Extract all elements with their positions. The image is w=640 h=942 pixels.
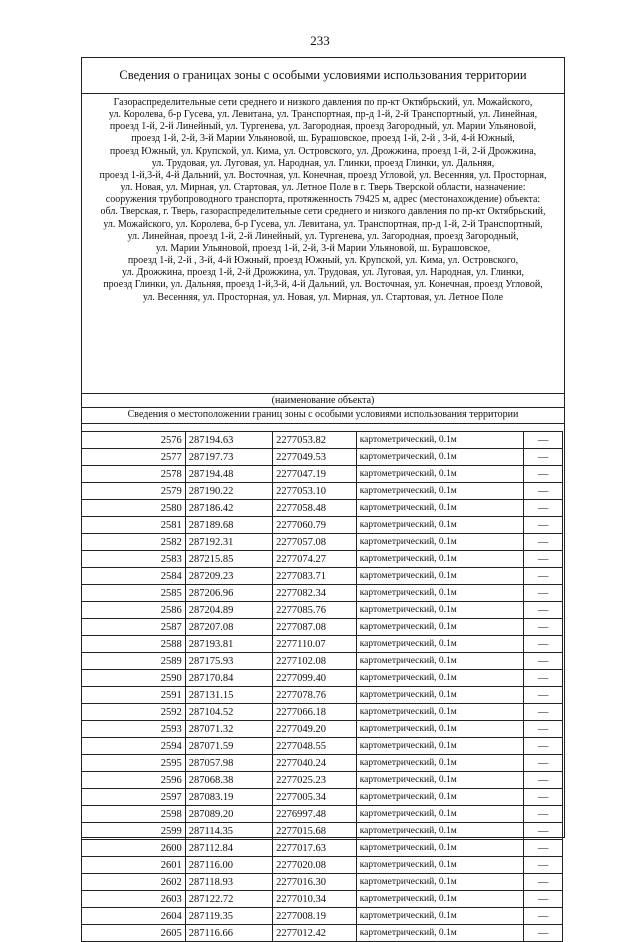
description-line: ул. Весенняя, ул. Просторная, ул. Новая, ул. Мирная, ул. Стартовая, ул. Летное Поле [142,291,504,303]
coord-x: 287122.72 [185,891,272,908]
coord-y: 2277087.08 [273,619,357,636]
coord-y: 2277048.55 [273,738,357,755]
coord-x: 287186.42 [185,500,272,517]
table-row [82,925,563,942]
coord-x: 287194.63 [185,432,272,449]
coord-x: 287204.89 [185,602,272,619]
description-line: проезд Южный, ул. Крупской, ул. Кима, ул. Островского, ул. Дрожжина, проезд 1-й, 2-й Дрожжина, [109,145,537,157]
description-line: обл. Тверская, г. Тверь, газораспределительные сети среднего и низкого давления по пр-кт Октябрьский, [100,206,546,218]
description-cell: — [524,823,563,840]
point-number: 2591 [82,687,186,704]
coord-y: 2277005.34 [273,789,357,806]
method-accuracy: картометрический, 0.1м [356,772,524,789]
table-row [82,449,563,466]
method-accuracy: картометрический, 0.1м [356,449,524,466]
method-accuracy: картометрический, 0.1м [356,551,524,568]
method-accuracy: картометрический, 0.1м [356,823,524,840]
coord-x: 287189.68 [185,517,272,534]
table-row [82,806,563,823]
point-number: 2580 [82,500,186,517]
method-accuracy: картометрический, 0.1м [356,874,524,891]
coord-y: 2277060.79 [273,517,357,534]
table-row [82,670,563,687]
coord-x: 287116.66 [185,925,272,942]
description-line: ул. Новая, ул. Мирная, ул. Стартовая, ул. Летное Поле в г. Тверь Тверской области, назначение: [120,182,526,194]
method-accuracy: картометрический, 0.1м [356,653,524,670]
coord-x: 287194.48 [185,466,272,483]
header-gap [82,423,564,431]
description-cell: — [524,568,563,585]
table-row [82,500,563,517]
coord-y: 2277083.71 [273,568,357,585]
description-cell: — [524,517,563,534]
description-cell: — [524,653,563,670]
description-line: проезд 1-й, 2-й, 3-й Марии Ульяновой, ш. Бурашовское, проезд 1-й, 2-й , 3-й, 4-й Южный, [131,133,515,145]
point-number: 2583 [82,551,186,568]
description-cell: — [524,670,563,687]
coord-y: 2277015.68 [273,823,357,840]
point-number: 2605 [82,925,186,942]
coord-x: 287116.00 [185,857,272,874]
coord-x: 287207.08 [185,619,272,636]
description-line: ул. Дрожжина, проезд 1-й, 2-й Дрожжина, ул. Трудовая, ул. Луговая, ул. Народная, ул. Глинки, [121,267,525,279]
method-accuracy: картометрический, 0.1м [356,517,524,534]
coord-y: 2277082.34 [273,585,357,602]
description-line: Газораспределительные сети среднего и низкого давления по пр-кт Октябрьский, ул. Можайского, [113,97,533,108]
coord-x: 287068.38 [185,772,272,789]
coord-x: 287215.85 [185,551,272,568]
point-number: 2577 [82,449,186,466]
coord-y: 2277008.19 [273,908,357,925]
table-row [82,483,563,500]
point-number: 2589 [82,653,186,670]
point-number: 2593 [82,721,186,738]
coord-y: 2277066.18 [273,704,357,721]
coord-x: 287071.59 [185,738,272,755]
point-number: 2576 [82,432,186,449]
coord-y: 2277016.30 [273,874,357,891]
method-accuracy: картометрический, 0.1м [356,602,524,619]
description-cell: — [524,789,563,806]
coord-y: 2277025.23 [273,772,357,789]
table-row [82,517,563,534]
description-cell: — [524,449,563,466]
description-line: проезд 1-й, 2-й Линейный, ул. Тургенева, ул. Загородная, проезд Загородный, ул. Марии Ульяновой, [109,121,537,133]
table-row [82,823,563,840]
description-cell: — [524,585,563,602]
description-line: ул. Марии Ульяновой, проезд 1-й, 2-й, 3-й Марии Ульяновой, ш. Бурашовское, [155,242,491,254]
coord-x: 287104.52 [185,704,272,721]
method-accuracy: картометрический, 0.1м [356,857,524,874]
point-number: 2599 [82,823,186,840]
coordinates-table [81,431,563,942]
coord-x: 287089.20 [185,806,272,823]
point-number: 2585 [82,585,186,602]
coord-y: 2277017.63 [273,840,357,857]
description-cell: — [524,755,563,772]
table-row [82,755,563,772]
point-number: 2579 [82,483,186,500]
coord-y: 2277099.40 [273,670,357,687]
coord-y: 2277010.34 [273,891,357,908]
method-accuracy: картометрический, 0.1м [356,925,524,942]
point-number: 2604 [82,908,186,925]
page-number: 233 [310,33,330,48]
table-row [82,568,563,585]
description-cell: — [524,619,563,636]
coord-y: 2277078.76 [273,687,357,704]
coord-x: 287131.15 [185,687,272,704]
description-line: ул. Можайского, ул. Королева, б-р Гусева, ул. Левитана, ул. Транспортная, пр-д 1-й, 2-й Транспортный, [103,218,543,230]
point-number: 2602 [82,874,186,891]
method-accuracy: картометрический, 0.1м [356,687,524,704]
table-row [82,653,563,670]
coord-y: 2277102.08 [273,653,357,670]
point-number: 2587 [82,619,186,636]
table-row [82,636,563,653]
coord-x: 287071.32 [185,721,272,738]
table-row [82,704,563,721]
table-row [82,602,563,619]
description-line: проезд 1-й,3-й, 4-й Дальний, ул. Восточная, ул. Конечная, проезд Угловой, ул. Весенняя, ул. Просторная, [99,169,547,181]
point-number: 2588 [82,636,186,653]
method-accuracy: картометрический, 0.1м [356,806,524,823]
coord-y: 2277012.42 [273,925,357,942]
coord-y: 2277074.27 [273,551,357,568]
coord-y: 2277058.48 [273,500,357,517]
description-cell: — [524,721,563,738]
coord-y: 2277047.19 [273,466,357,483]
method-accuracy: картометрический, 0.1м [356,738,524,755]
point-number: 2598 [82,806,186,823]
table-row [82,721,563,738]
table-row [82,466,563,483]
coord-x: 287170.84 [185,670,272,687]
point-number: 2597 [82,789,186,806]
method-accuracy: картометрический, 0.1м [356,670,524,687]
table-row [82,585,563,602]
point-number: 2600 [82,840,186,857]
method-accuracy: картометрический, 0.1м [356,721,524,738]
description-line: проезд 1-й, 2-й , 3-й, 4-й Южный, проезд Южный, ул. Крупской, ул. Кима, ул. Островского, [127,255,519,267]
coord-x: 287206.96 [185,585,272,602]
description-cell: — [524,551,563,568]
table-row [82,432,563,449]
table-row [82,738,563,755]
coord-x: 287193.81 [185,636,272,653]
coord-y: 2277020.08 [273,857,357,874]
description-cell: — [524,466,563,483]
coord-x: 287197.73 [185,449,272,466]
description-cell: — [524,738,563,755]
method-accuracy: картометрический, 0.1м [356,585,524,602]
table-row [82,789,563,806]
description-cell: — [524,636,563,653]
coord-x: 287190.22 [185,483,272,500]
method-accuracy: картометрический, 0.1м [356,534,524,551]
method-accuracy: картометрический, 0.1м [356,636,524,653]
table-row [82,534,563,551]
description-cell: — [524,874,563,891]
point-number: 2596 [82,772,186,789]
coord-y: 2276997.48 [273,806,357,823]
coord-y: 2277049.53 [273,449,357,466]
coord-x: 287083.19 [185,789,272,806]
method-accuracy: картометрический, 0.1м [356,704,524,721]
point-number: 2581 [82,517,186,534]
table-row [82,619,563,636]
table-row [82,908,563,925]
point-number: 2592 [82,704,186,721]
table-row [82,840,563,857]
table-row [82,772,563,789]
method-accuracy: картометрический, 0.1м [356,483,524,500]
point-number: 2603 [82,891,186,908]
table-row [82,857,563,874]
coord-x: 287209.23 [185,568,272,585]
description-cell: — [524,857,563,874]
point-number: 2582 [82,534,186,551]
coord-x: 287118.93 [185,874,272,891]
coord-y: 2277053.82 [273,432,357,449]
coord-y: 2277049.20 [273,721,357,738]
point-number: 2595 [82,755,186,772]
method-accuracy: картометрический, 0.1м [356,789,524,806]
description-cell: — [524,432,563,449]
description-cell: — [524,704,563,721]
form-title: Сведения о границах зоны с особыми условиями использования территории [82,58,564,94]
zone-boundary-form [81,57,565,939]
coord-x: 287175.93 [185,653,272,670]
method-accuracy: картометрический, 0.1м [356,568,524,585]
coord-y: 2277085.76 [273,602,357,619]
point-number: 2584 [82,568,186,585]
point-number: 2601 [82,857,186,874]
description-cell: — [524,534,563,551]
coord-x: 287114.35 [185,823,272,840]
table-row [82,874,563,891]
method-accuracy: картометрический, 0.1м [356,840,524,857]
point-number: 2586 [82,602,186,619]
method-accuracy: картометрический, 0.1м [356,908,524,925]
coord-x: 287112.84 [185,840,272,857]
method-accuracy: картометрический, 0.1м [356,466,524,483]
point-number: 2594 [82,738,186,755]
method-accuracy: картометрический, 0.1м [356,891,524,908]
coord-x: 287057.98 [185,755,272,772]
description-cell: — [524,687,563,704]
coord-x: 287119.35 [185,908,272,925]
description-line: ул. Королева, б-р Гусева, ул. Левитана, ул. Транспортная, пр-д 1-й, 2-й Транспортный, ул. Линейная, [108,109,538,121]
table-row [82,551,563,568]
coord-y: 2277110.07 [273,636,357,653]
description-cell: — [524,908,563,925]
object-name-caption: (наименование объекта) [82,394,564,408]
table-row [82,687,563,704]
point-number: 2590 [82,670,186,687]
description-cell: — [524,840,563,857]
location-subheader: Сведения о местоположении границ зоны с особыми условиями использования территории [82,407,564,424]
method-accuracy: картометрический, 0.1м [356,619,524,636]
method-accuracy: картометрический, 0.1м [356,500,524,517]
description-cell: — [524,500,563,517]
description-cell: — [524,602,563,619]
coord-x: 287192.31 [185,534,272,551]
description-cell: — [524,772,563,789]
description-cell: — [524,891,563,908]
description-cell: — [524,483,563,500]
object-description [82,93,564,394]
description-cell: — [524,925,563,942]
coord-y: 2277053.10 [273,483,357,500]
description-line: проезд Глинки, ул. Дальняя, проезд 1-й,3-й, 4-й Дальний, ул. Восточная, ул. Конечная, проезд Угловой, [103,279,543,291]
description-line: ул. Трудовая, ул. Луговая, ул. Народная, ул. Глинки, проезд Глинки, ул. Дальняя, [151,157,495,169]
method-accuracy: картометрический, 0.1м [356,755,524,772]
description-line: сооружения трубопроводного транспорта, протяженность 79425 м, адрес (местонахождение) объекта: [105,194,541,206]
description-line: ул. Линейная, проезд 1-й, 2-й Линейный, ул. Тургенева, ул. Загородная, проезд Загородный, [127,230,519,242]
coord-y: 2277057.08 [273,534,357,551]
coord-y: 2277040.24 [273,755,357,772]
method-accuracy: картометрический, 0.1м [356,432,524,449]
point-number: 2578 [82,466,186,483]
description-cell: — [524,806,563,823]
